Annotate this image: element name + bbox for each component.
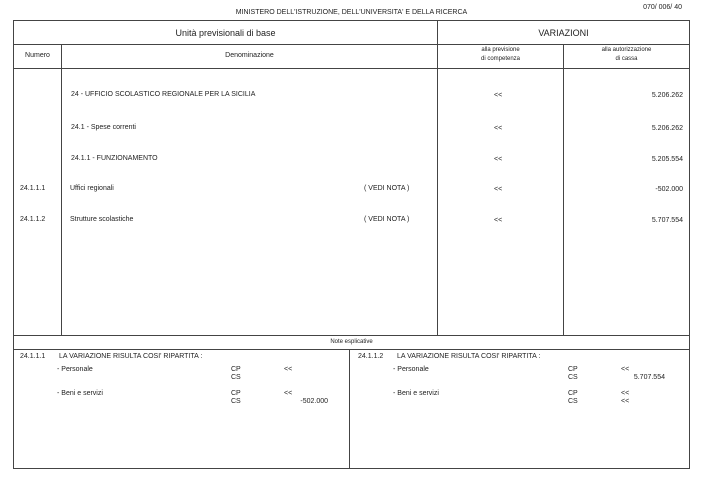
row-cassa: 5.206.262 — [651, 92, 683, 99]
note-cp-label: CP — [231, 366, 241, 373]
note-cp-label: CP — [568, 366, 578, 373]
col-denominazione: Denominazione — [225, 52, 274, 59]
variations-header: VARIAZIONI — [538, 28, 589, 38]
row-competenza: << — [494, 217, 503, 224]
notes-title: Note esplicative — [330, 339, 373, 345]
col-numero: Numero — [25, 52, 50, 59]
row-competenza: << — [494, 156, 503, 163]
row-denominazione: 24.1.1 - FUNZIONAMENTO — [71, 155, 158, 162]
note-cp-value: << — [284, 390, 293, 397]
row-competenza: << — [494, 125, 503, 132]
note-cs-label: CS — [231, 398, 241, 405]
note-item-label: - Personale — [393, 366, 429, 373]
note-code: 24.1.1.1 — [20, 353, 46, 360]
col-cassa-line1: alla autorizzazione — [601, 47, 652, 53]
note-cs-label: CS — [568, 374, 578, 381]
col-competenza-line1: alla previsione — [481, 47, 520, 53]
row-competenza: << — [494, 92, 503, 99]
row-cassa: 5.205.554 — [651, 156, 683, 163]
ministry-title: MINISTERO DELL'ISTRUZIONE, DELL'UNIVERSITA' E DELLA RICERCA — [235, 9, 468, 16]
row-cassa: 5.206.262 — [651, 125, 683, 132]
note-cs-value: << — [621, 398, 630, 405]
note-heading: LA VARIAZIONE RISULTA COSI' RIPARTITA : — [397, 353, 541, 360]
note-cp-label: CP — [231, 390, 241, 397]
row-numero: 24.1.1.1 — [20, 185, 46, 192]
note-item-label: - Beni e servizi — [57, 390, 103, 397]
note-cs-label: CS — [568, 398, 578, 405]
note-code: 24.1.1.2 — [358, 353, 384, 360]
row-cassa: 5.707.554 — [651, 217, 683, 224]
document-code: 070/ 006/ 40 — [643, 4, 682, 11]
note-cp-value: << — [621, 366, 630, 373]
note-item-label: - Personale — [57, 366, 93, 373]
row-competenza: << — [494, 186, 503, 193]
note-item-label: - Beni e servizi — [393, 390, 439, 397]
note-cp-value: << — [284, 366, 293, 373]
note-heading: LA VARIAZIONE RISULTA COSI' RIPARTITA : — [59, 353, 203, 360]
note-cp-value: << — [621, 390, 630, 397]
row-denominazione: Uffici regionali — [70, 185, 114, 192]
row-cassa: -502.000 — [655, 186, 683, 193]
row-nota: ( VEDI NOTA ) — [364, 216, 410, 223]
note-cs-value: 5.707.554 — [633, 374, 665, 381]
col-cassa-line2: di cassa — [615, 56, 638, 62]
row-denominazione: 24.1 - Spese correnti — [71, 124, 136, 131]
col-competenza-line2: di competenza — [480, 56, 521, 62]
unit-header: Unità previsionali di base — [175, 28, 276, 38]
row-denominazione: 24 - UFFICIO SCOLASTICO REGIONALE PER LA SICILIA — [71, 91, 256, 98]
row-nota: ( VEDI NOTA ) — [364, 185, 410, 192]
row-numero: 24.1.1.2 — [20, 216, 46, 223]
note-cs-value: -502.000 — [300, 398, 328, 405]
note-cs-label: CS — [231, 374, 241, 381]
row-denominazione: Strutture scolastiche — [70, 216, 134, 223]
note-cp-label: CP — [568, 390, 578, 397]
